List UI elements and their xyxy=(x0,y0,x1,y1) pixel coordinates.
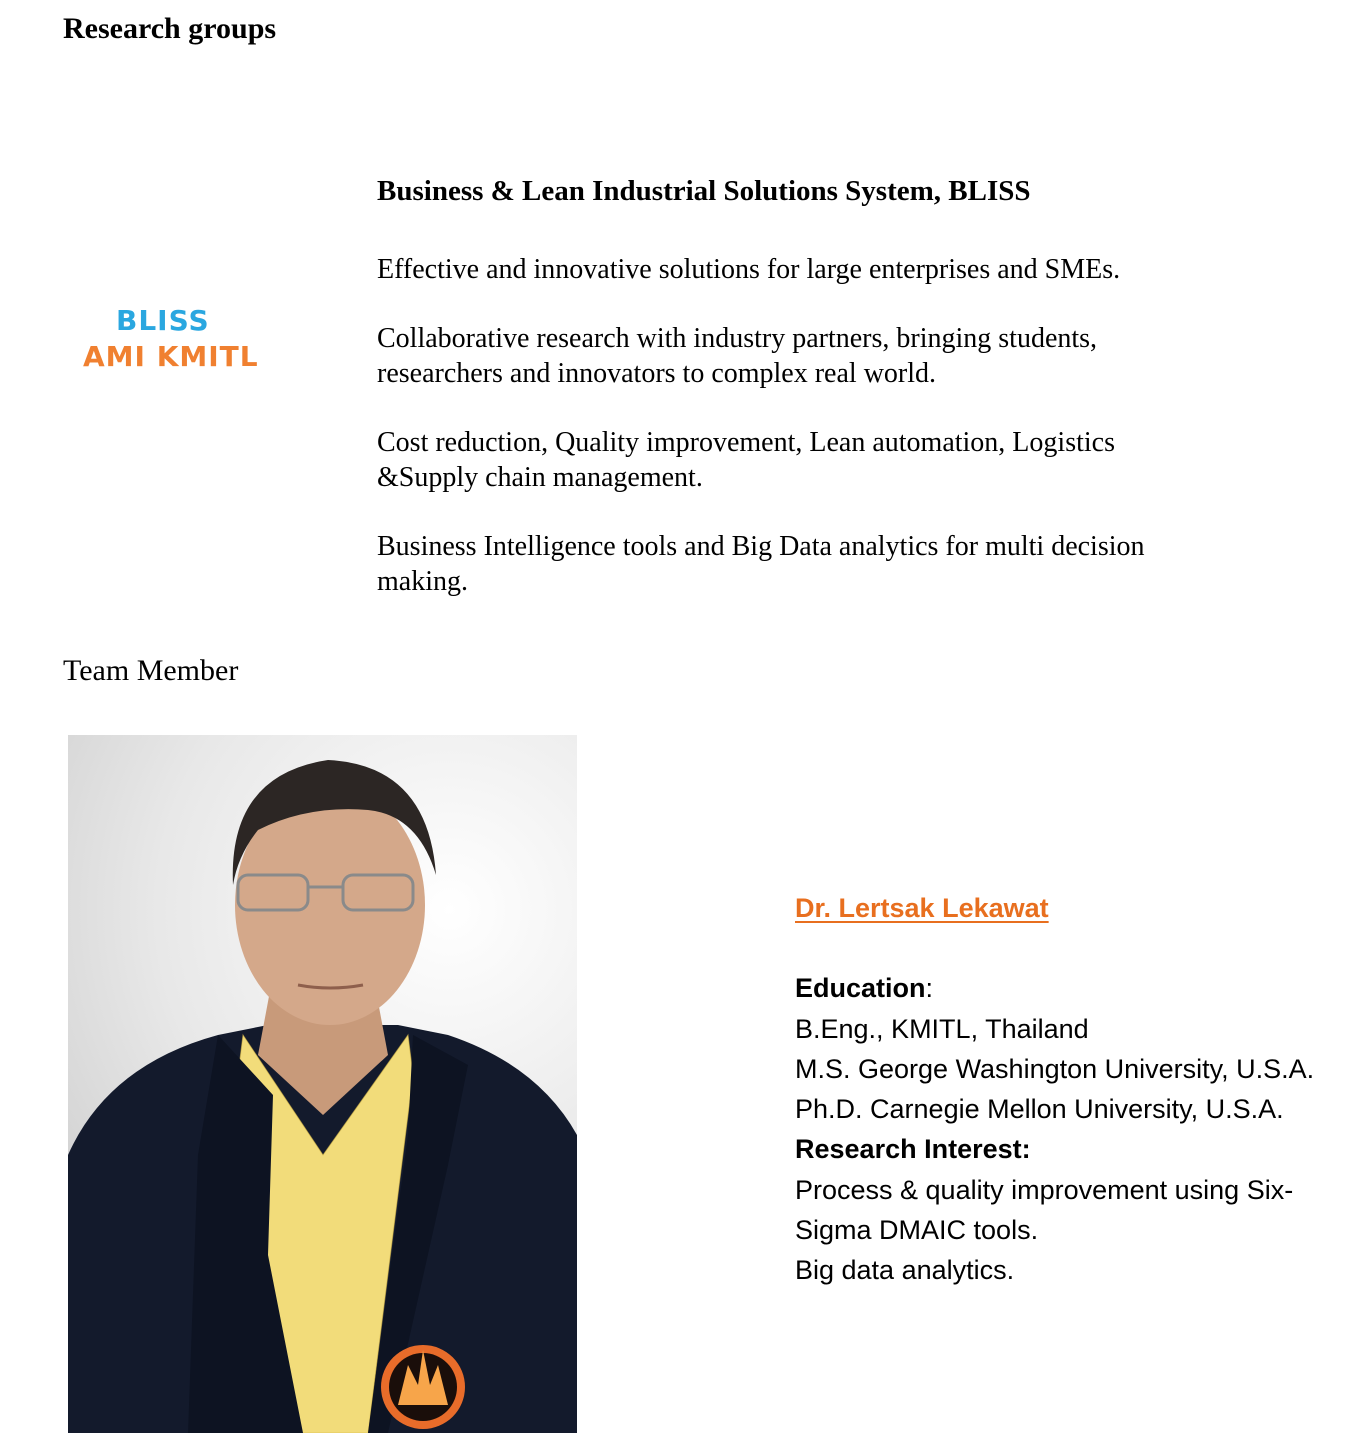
education-label: Education xyxy=(795,973,926,1004)
education-colon: : xyxy=(925,973,934,1004)
group-paragraph: Cost reduction, Quality improvement, Lean automation, Logistics &Supply chain management. xyxy=(377,427,1115,493)
page-title: Research groups xyxy=(63,12,277,45)
team-member-label: Team Member xyxy=(63,654,239,687)
member-name-link[interactable]: Dr. Lertsak Lekawat xyxy=(795,893,1049,923)
portrait-image xyxy=(68,735,577,1433)
logo-line-bliss: BLISS xyxy=(116,304,210,337)
group-paragraph: Effective and innovative solutions for large enterprises and SMEs. xyxy=(377,254,1121,285)
research-interest-item: Big data analytics. xyxy=(795,1255,1015,1286)
group-heading: Business & Lean Industrial Solutions System, BLISS xyxy=(377,175,1031,207)
bliss-logo xyxy=(80,303,270,375)
research-group-section xyxy=(377,170,1277,633)
member-photo xyxy=(68,735,577,1433)
research-interest-item: Sigma DMAIC tools. xyxy=(795,1215,1039,1246)
group-paragraph: Business Intelligence tools and Big Data analytics for multi decision making. xyxy=(377,531,1145,597)
research-interest-item: Process & quality improvement using Six- xyxy=(795,1174,1294,1205)
member-profile xyxy=(795,888,1340,1291)
education-item: B.Eng., KMITL, Thailand xyxy=(795,1013,1089,1044)
education-item: M.S. George Washington University, U.S.A. xyxy=(795,1053,1315,1084)
logo-line-ami-kmitl: AMI KMITL xyxy=(83,340,259,373)
kmitl-emblem-icon xyxy=(381,1345,465,1429)
group-paragraph: Collaborative research with industry partners, bringing students, researchers and innovators to complex real world. xyxy=(377,323,1098,389)
education-item: Ph.D. Carnegie Mellon University, U.S.A. xyxy=(795,1094,1284,1125)
research-interest-label: Research Interest: xyxy=(795,1134,1031,1165)
